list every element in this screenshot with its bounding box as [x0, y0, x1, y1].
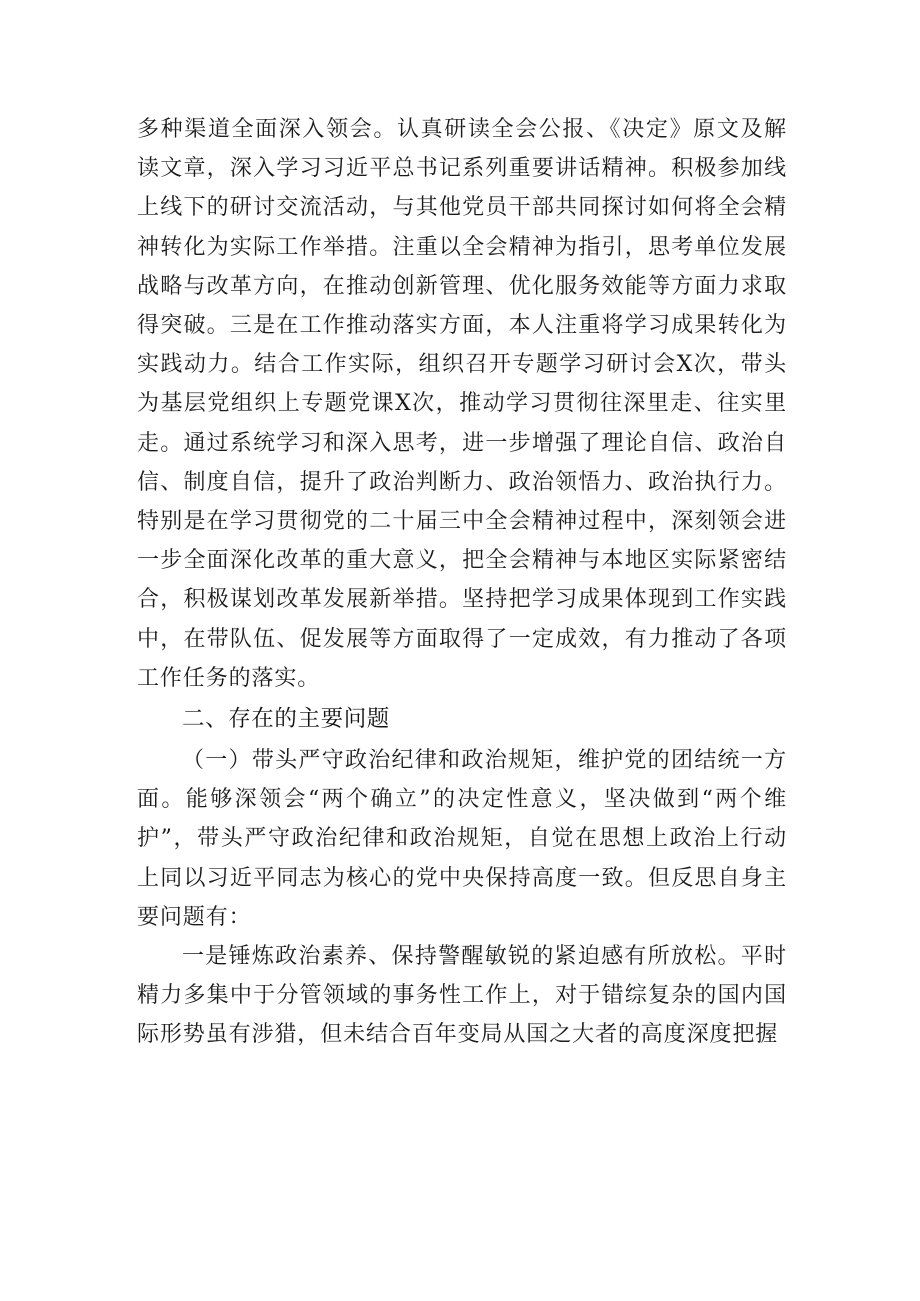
section-heading-problems: 二、存在的主要问题: [182, 706, 390, 733]
document-body: [137, 110, 787, 1055]
paragraph-continuation: 多种渠道全面深入领会。认真研读全会公报、《决定》原文及解读文章，深入学习习近平总书记系列重要讲话精神。积极参加线上线下的研讨交流活动，与其他党员干部共同探讨如何将全会精神转化为实际工作举措。注重以全会精神为指引，思考单位发展战略与改革方向，在推动创新管理、优化服务效能等方面力求取得突破。三是在工作推动落实方面，本人注重将学习成果转化为实践动力。结合工作实际，组织召开专题学习研讨会X次，带头为基层党组织上专题党课X次，推动学习贯彻往深里走、往实里走。通过系统学习和深入思考，进一步增强了理论自信、政治自信、制度自信，提升了政治判断力、政治领悟力、政治执行力。特别是在学习贯彻党的二十届三中全会精神过程中，深刻领会进一步全面深化改革的重大意义，把全会精神与本地区实际紧密结合，积极谋划改革发展新举措。坚持把学习成果体现到工作实践中，在带队伍、促发展等方面取得了一定成效，有力推动了各项工作任务的落实。: [137, 117, 787, 691]
paragraph-point-one: 一是锤炼政治素养、保持警醒敏锐的紧迫感有所放松。平时精力多集中于分管领域的事务性工作上，对于错综复杂的国内国际形势虽有涉猎，但未结合百年变局从国之大者的高度深度把握: [137, 944, 787, 1048]
paragraph-sub-item-one: （一）带头严守政治纪律和政治规矩，维护党的团结统一方面。能够深领会“两个确立”的决定性意义，坚决做到“两个维护”，带头严守政治纪律和政治规矩，自觉在思想上政治上行动上同以习近平同志为核心的党中央保持高度一致。但反思自身主要问题有：: [137, 748, 787, 930]
